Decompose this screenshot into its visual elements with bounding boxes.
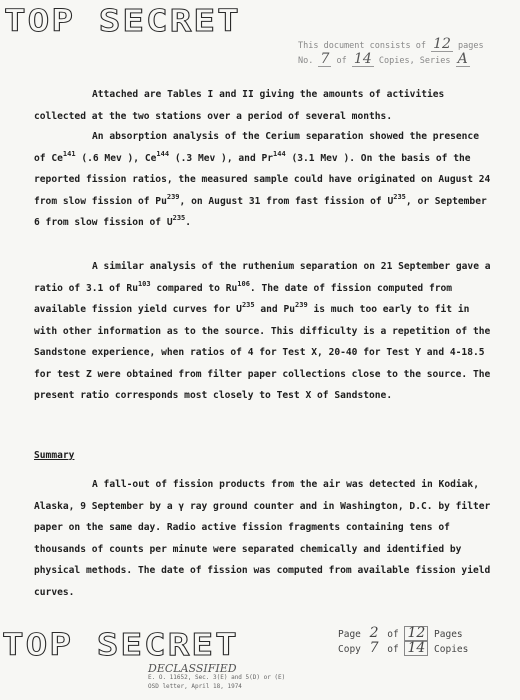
- page-of: of: [387, 629, 399, 640]
- copies-word: Copies: [434, 644, 469, 655]
- cerium-text-a: An absorption analysis of the Cerium separation showed the presence of Ce: [34, 131, 479, 164]
- copy-total: 14: [404, 641, 428, 656]
- copy-number: 7: [369, 640, 379, 656]
- ru106-mass: 106: [237, 279, 250, 288]
- control-pages-word: pages: [458, 41, 484, 51]
- cerium-text-g: .: [185, 217, 192, 228]
- declassified-letter: OSD letter, April 18, 1974: [148, 683, 242, 690]
- page-number: 2: [369, 625, 379, 641]
- document-control-notice: [298, 38, 520, 68]
- u235-mass-c: 235: [241, 301, 255, 309]
- cerium-text-d: (3.1 Mev ). On the basis of the reported fission ratios, the measured sample could have originated on August 24 from slow fission of Pu: [34, 152, 491, 207]
- ruthenium-text-d: and Pu: [254, 304, 296, 315]
- top-secret-stamp-header: TOP SECRET: [4, 4, 241, 39]
- ruthenium-text-e: is much too early to fit in with other information as to the source. This difficulty is a repetition of the Sandstone experience, when ratios of 4 for Test X, 20-40 for Test Y and 4-18.5 for test Z were obtained from filter paper collections close to the source. The present ratio corresponds most closely to Test X of Sandstone.: [34, 304, 491, 401]
- ce141-mass: 141: [62, 149, 76, 158]
- copy-of: of: [387, 644, 399, 655]
- declassified-authority: E. O. 11652, Sec. 3(E) and 5(D) or (E): [148, 674, 286, 681]
- ce144-mass: 144: [156, 149, 170, 158]
- control-copy-number: 7: [320, 51, 330, 67]
- u235-mass-a: 235: [393, 192, 406, 201]
- ru103-mass: 103: [137, 279, 151, 288]
- declassification-stamp: [148, 664, 338, 691]
- paragraph-summary-text: A fall-out of fission products from the air was detected in Kodiak, Alaska, 9 September by a γ ray ground counter and in Washington, D.C. by filter paper on the same day. Radio active fission fragments containing tens of thousands of counts per minute were separated chemically and identified by physical methods. The date of fission was computed from available fission yield curves.: [34, 479, 491, 598]
- page-line: [338, 626, 518, 641]
- paragraph-ruthenium-analysis: [34, 256, 494, 407]
- control-no-label: No.: [298, 56, 314, 66]
- pages-word: Pages: [434, 629, 463, 640]
- control-copies-total: 14: [353, 51, 372, 67]
- paragraph-cerium-analysis: [34, 126, 494, 234]
- paragraph-tables-intro-text: Attached are Tables I and II giving the amounts of activities collected at the two stations over a period of several months.: [34, 89, 445, 122]
- control-of-word: of: [336, 56, 347, 66]
- u235-mass-b: 235: [172, 214, 186, 222]
- control-line1: This document consists of: [298, 41, 426, 51]
- top-secret-stamp-footer: TOP SECRET: [2, 628, 239, 663]
- control-series: A: [457, 51, 468, 67]
- pr144-mass: 144: [273, 149, 286, 158]
- pu239-mass-b: 239: [295, 301, 308, 309]
- pu239-mass: 239: [166, 192, 180, 201]
- summary-heading: Summary: [34, 450, 75, 461]
- paragraph-tables-intro: [34, 84, 494, 127]
- page-label: Page: [338, 629, 361, 640]
- cerium-text-c: (.3 Mev ), and Pr: [169, 152, 274, 164]
- control-series-label: Copies, Series: [378, 56, 451, 66]
- ruthenium-text-b: compared to Ru: [150, 282, 238, 294]
- paragraph-summary: [34, 474, 494, 603]
- cerium-text-f: , or September 6 from slow fission of U: [34, 195, 487, 228]
- page-copy-counter: [338, 626, 518, 656]
- ruthenium-text-c: . The date of fission computed from available fission yield curves for U: [34, 282, 453, 315]
- copy-line: [338, 641, 518, 656]
- page-total: 12: [404, 626, 428, 641]
- declassified-line: DECLASSIFIED: [148, 662, 237, 675]
- copy-label: Copy: [338, 644, 361, 655]
- cerium-text-e: , on August 31 from fast fission of U: [179, 195, 394, 207]
- ruthenium-text-a: A similar analysis of the ruthenium separation on 21 September gave a ratio of 3.1 of Ru: [34, 261, 491, 294]
- cerium-text-b: (.6 Mev ), Ce: [75, 152, 157, 164]
- control-total-pages: 12: [433, 36, 451, 52]
